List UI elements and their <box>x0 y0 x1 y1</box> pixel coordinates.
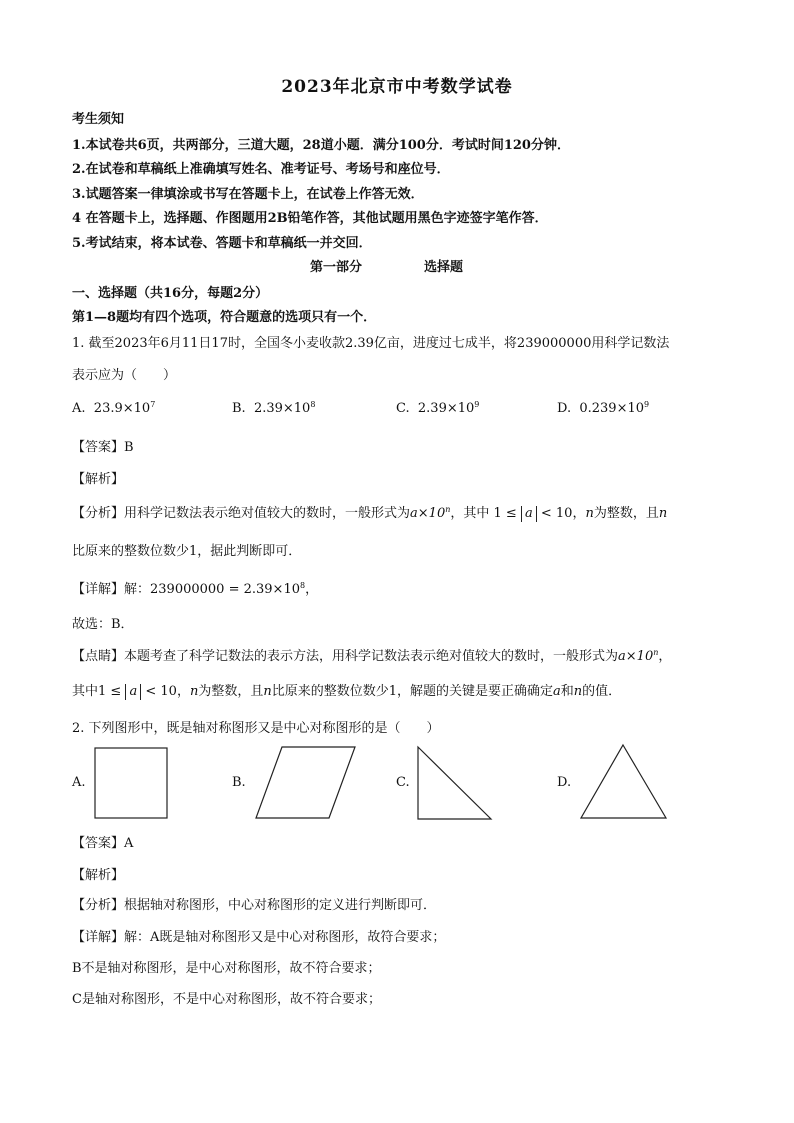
inequality-right: < 10 <box>145 684 177 699</box>
parallelogram-icon <box>255 746 357 820</box>
text: 本题考查了科学记数法的表示方法，用科学记数法表示绝对值较大的数时，一般形式为 <box>124 649 619 664</box>
equilateral-triangle-icon <box>580 744 668 820</box>
fenxi-tag: 【分析】 <box>72 506 125 521</box>
q2-fenxi <box>72 894 436 913</box>
variable: n <box>585 506 594 521</box>
text: 为整数，且 <box>198 684 264 699</box>
option-exp: 9 <box>474 400 480 409</box>
part-heading-right: 选择题 <box>424 260 464 275</box>
q1-option-d <box>557 400 649 416</box>
q1-option-c <box>396 400 479 416</box>
page-title: 2023年北京市中考数学试卷 <box>281 77 513 97</box>
option-base: 0.239×10 <box>579 401 645 416</box>
option-letter: D. <box>557 401 572 416</box>
absolute-value: a <box>521 506 537 522</box>
q1-option-b <box>232 400 315 416</box>
text: 根据轴对称图形，中心对称图形的定义进行判断即可． <box>124 898 437 913</box>
q2-answer <box>72 832 133 851</box>
q2-detail-line3: C是轴对称图形，不是中心对称图形，故不符合要求； <box>72 992 381 1007</box>
part-heading-left: 第一部分 <box>310 260 363 275</box>
fenxi-tag: 【分析】 <box>72 898 125 913</box>
q2-option-d-label: D. <box>557 775 572 790</box>
q1-detail <box>72 578 318 597</box>
inequality-left: 1 ≤ <box>98 684 122 699</box>
absolute-value: a <box>125 684 141 700</box>
variable: a <box>553 684 561 699</box>
notice-item: 2.在试卷和草稿纸上准确填写姓名、准考证号、考场号和座位号． <box>72 162 450 177</box>
text: 比原来的整数位数少1，解题的关键是要正确确定 <box>271 684 553 699</box>
notice-item: 4 在答题卡上，选择题、作图题用2B铅笔作答，其他试题用黑色字迹签字笔作答． <box>72 211 548 226</box>
text: 解：239000000 = 2.39×10 <box>124 582 300 597</box>
notice-item: 3.试题答案一律填涂或书写在答题卡上，在试卷上作答无效． <box>72 187 424 202</box>
inequality-right: < 10 <box>540 506 573 521</box>
option-letter: C. <box>396 401 410 416</box>
section-instruction: 第1—8题均有四个选项，符合题意的选项只有一个． <box>72 310 377 325</box>
q2-option-c-label: C. <box>396 775 410 790</box>
notice-item: 5.考试结束，将本试卷、答题卡和草稿纸一并交回． <box>72 236 372 251</box>
variable: n <box>658 506 668 521</box>
variable: n <box>263 684 272 699</box>
formula-exp: n <box>445 505 451 514</box>
answer-tag: 【答案】 <box>72 440 125 455</box>
text: ， <box>305 582 319 597</box>
q2-option-a-label: A. <box>72 775 86 790</box>
option-letter: B. <box>232 401 246 416</box>
text: 为整数，且 <box>593 506 659 521</box>
q1-fenxi-line2: 比原来的整数位数少1，据此判断即可． <box>72 544 302 559</box>
formula-exp: n <box>653 648 659 657</box>
option-exp: 9 <box>644 400 650 409</box>
inequality-left: 1 ≤ <box>493 506 517 521</box>
formula: a×10 <box>618 649 654 664</box>
q2-stem: 2. 下列图形中，既是轴对称图形又是中心对称图形的是（ ） <box>72 721 440 736</box>
q1-stem-line2: 表示应为（ ） <box>72 368 177 383</box>
text: ， <box>572 506 586 521</box>
text: 用科学记数法表示绝对值较大的数时，一般形式为 <box>124 506 411 521</box>
part-heading <box>310 256 463 275</box>
text: 解：A既是轴对称图形又是中心对称图形，故符合要求； <box>124 930 446 945</box>
q1-stem-line1: 1. 截至2023年6月11日17时，全国冬小麦收款2.39亿亩，进度过七成半，将239000000用科学记数法 <box>72 336 670 351</box>
formula: a×10 <box>410 506 446 521</box>
option-base: 2.39×10 <box>417 401 475 416</box>
option-letter: A. <box>72 401 86 416</box>
dianjing-tag: 【点睛】 <box>72 649 125 664</box>
notice-item: 1.本试卷共6页，共两部分，三道大题，28道小题．满分100分．考试时间120分钟． <box>72 138 570 153</box>
q1-choice: 故选：B． <box>72 617 134 632</box>
text: 和 <box>560 684 574 699</box>
q1-fenxi <box>72 502 667 522</box>
text: ， <box>658 649 672 664</box>
formula-exp: 8 <box>300 581 306 590</box>
q1-option-a <box>72 400 155 416</box>
option-base: 2.39×10 <box>253 401 311 416</box>
option-exp: 8 <box>310 400 316 409</box>
detail-tag: 【详解】 <box>72 582 125 597</box>
q1-analysis-tag: 【解析】 <box>72 472 125 487</box>
answer-tag: 【答案】 <box>72 836 125 851</box>
answer-value: B <box>124 440 134 455</box>
q1-dianjing-line2 <box>72 680 621 700</box>
section-title: 一、选择题（共16分，每题2分） <box>72 286 269 301</box>
variable: n <box>573 684 583 699</box>
variable: n <box>189 684 199 699</box>
q1-answer <box>72 436 134 455</box>
text: 其中 <box>72 684 99 699</box>
q1-dianjing <box>72 645 671 664</box>
text: ，其中 <box>450 506 490 521</box>
text: 的值． <box>582 684 622 699</box>
square-icon <box>94 747 170 821</box>
q2-detail-line2: B不是轴对称图形，是中心对称图形，故不符合要求； <box>72 961 381 976</box>
q2-detail <box>72 926 445 945</box>
option-exp: 7 <box>150 400 156 409</box>
detail-tag: 【详解】 <box>72 930 125 945</box>
notice-heading: 考生须知 <box>72 112 125 127</box>
q2-analysis-tag: 【解析】 <box>72 868 125 883</box>
right-triangle-icon <box>417 746 493 822</box>
text: ， <box>176 684 190 699</box>
q2-option-b-label: B. <box>232 775 246 790</box>
answer-value: A <box>124 836 134 851</box>
option-base: 23.9×10 <box>93 401 151 416</box>
